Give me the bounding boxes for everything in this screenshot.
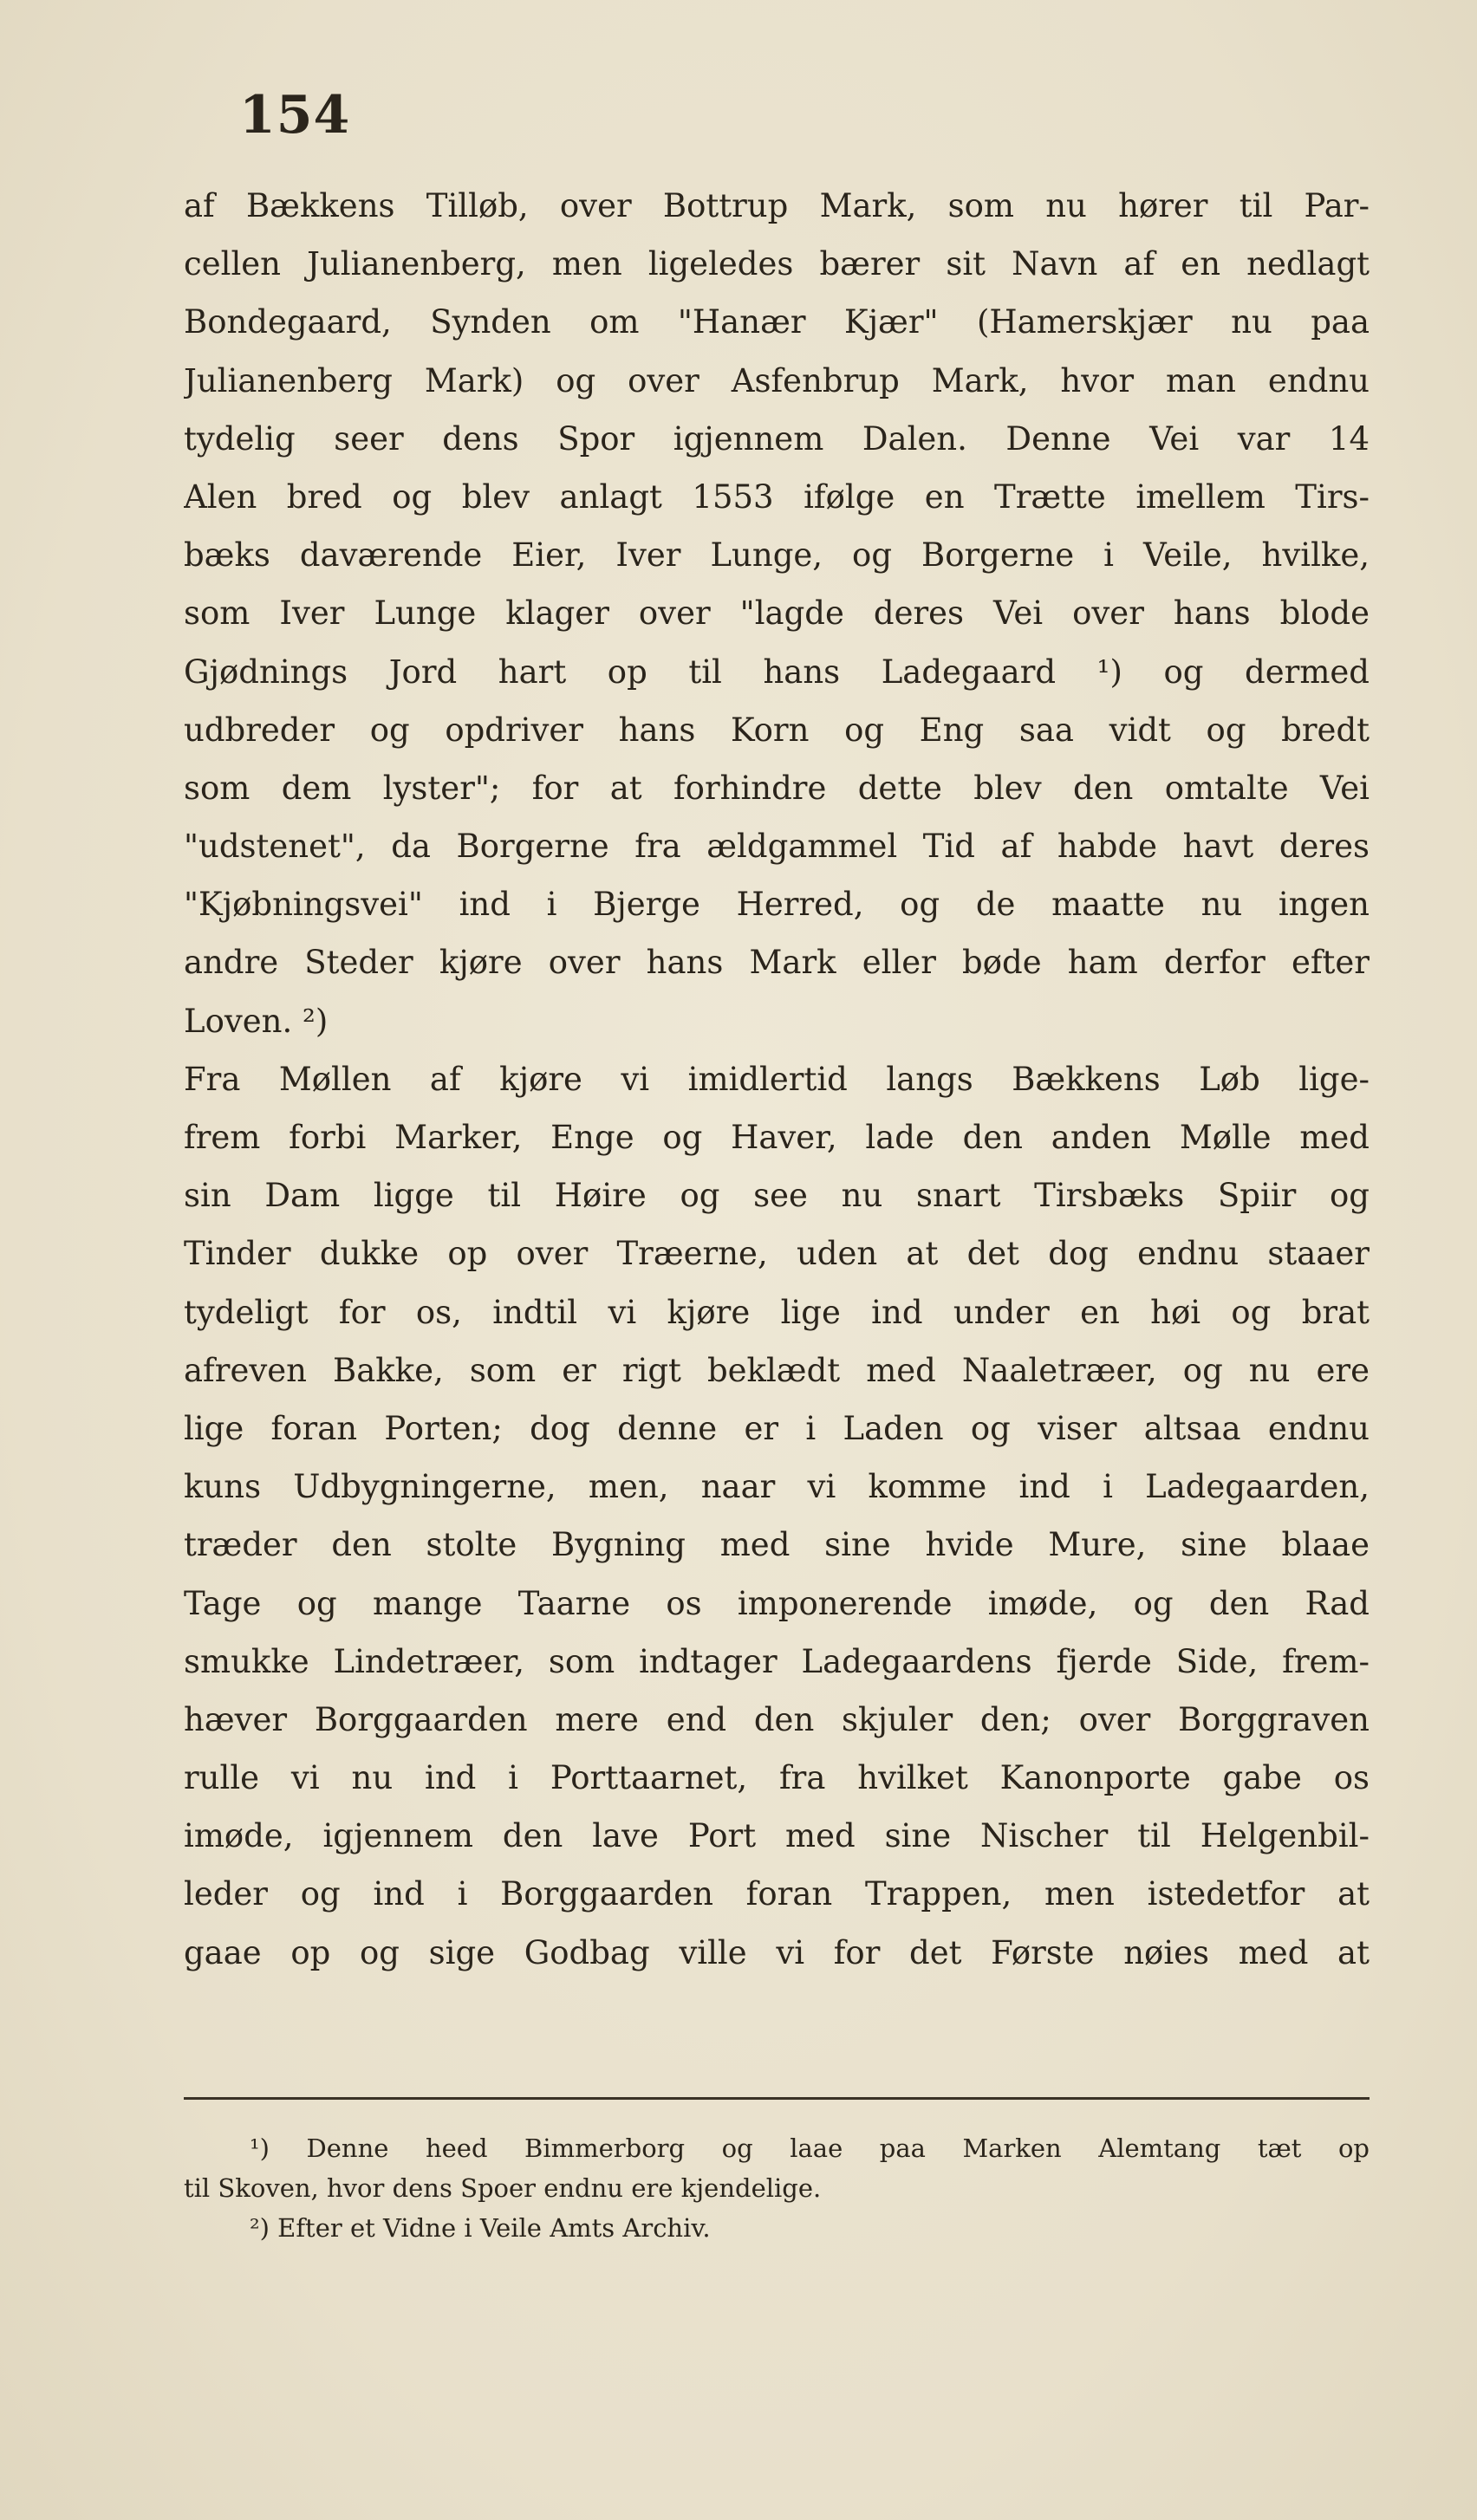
footnote-line: ¹) Denne heed Bimmerborg og laae paa Marken Alemtang tæt op — [250, 2134, 1370, 2163]
text-line: "Kjøbningsvei" ind i Bjerge Herred, og de maatte nu ingen — [184, 886, 1370, 924]
text-line: Loven. ²) — [184, 1002, 329, 1040]
text-line: cellen Julianenberg, men ligeledes bærer sit Navn af en nedlagt — [184, 245, 1370, 283]
footnotes — [184, 2128, 1370, 2248]
text-line: tydelig seer dens Spor igjennem Dalen. Denne Vei var 14 — [184, 419, 1370, 458]
text-line: Julianenberg Mark) og over Asfenbrup Mark, hvor man endnu — [184, 361, 1370, 399]
footnote-line: ²) Efter et Vidne i Veile Amts Archiv. — [250, 2213, 711, 2243]
text-line: hæver Borggaarden mere end den skjuler den; over Borggraven — [184, 1700, 1370, 1738]
text-line: som Iver Lunge klager over "lagde deres Vei over hans blode — [184, 594, 1370, 633]
text-line: leder og ind i Borggaarden foran Trappen, men istedetfor at — [184, 1875, 1370, 1913]
text-line: smukke Lindetræer, som indtager Ladegaardens fjerde Side, frem- — [184, 1642, 1370, 1680]
footnote-line: til Skoven, hvor dens Spoer endnu ere kjendelige. — [184, 2173, 822, 2203]
text-line: "udstenet", da Borgerne fra ældgammel Tid af habde havt deres — [184, 828, 1370, 866]
body-text — [184, 177, 1370, 1982]
text-line: Gjødnings Jord hart op til hans Ladegaard ¹) og dermed — [184, 653, 1370, 691]
text-line: kuns Udbygningerne, men, naar vi komme ind i Ladegaarden, — [184, 1468, 1370, 1506]
text-line: rulle vi nu ind i Porttaarnet, fra hvilket Kanonporte gabe os — [184, 1759, 1370, 1797]
text-line: sin Dam ligge til Høire og see nu snart Tirsbæks Spiir og — [184, 1177, 1370, 1215]
text-line: afreven Bakke, som er rigt beklædt med Naaletræer, og nu ere — [184, 1351, 1370, 1389]
page-number: 154 — [239, 85, 351, 146]
text-line: Alen bred og blev anlagt 1553 ifølge en Trætte imellem Tirs- — [184, 477, 1370, 516]
text-line: Fra Møllen af kjøre vi imidlertid langs Bækkens Løb lige- — [184, 1060, 1370, 1098]
text-line: bæks daværende Eier, Iver Lunge, og Borgerne i Veile, hvilke, — [184, 536, 1370, 575]
text-line: træder den stolte Bygning med sine hvide Mure, sine blaae — [184, 1526, 1370, 1564]
text-line: frem forbi Marker, Enge og Haver, lade den anden Mølle med — [184, 1119, 1370, 1156]
text-line: Bondegaard, Synden om "Hanær Kjær" (Hamerskjær nu paa — [184, 303, 1370, 341]
text-line: Tinder dukke op over Træerne, uden at det dog endnu staaer — [184, 1235, 1370, 1273]
text-line: gaae op og sige Godbag ville vi for det Første nøies med at — [184, 1933, 1370, 1971]
text-line: lige foran Porten; dog denne er i Laden og viser altsaa endnu — [184, 1409, 1370, 1447]
text-line: udbreder og opdriver hans Korn og Eng saa vidt og bredt — [184, 711, 1370, 749]
text-line: Tage og mange Taarne os imponerende imøde, og den Rad — [184, 1584, 1370, 1622]
text-line: af Bækkens Tilløb, over Bottrup Mark, som nu hører til Par- — [184, 187, 1370, 224]
footnote-divider — [184, 2097, 1370, 2100]
text-line: som dem lyster"; for at forhindre dette blev den omtalte Vei — [184, 769, 1370, 807]
text-line: andre Steder kjøre over hans Mark eller bøde ham derfor efter — [184, 944, 1370, 982]
text-line: imøde, igjennem den lave Port med sine Nischer til Helgenbil- — [184, 1817, 1370, 1855]
text-line: tydeligt for os, indtil vi kjøre lige ind under en høi og brat — [184, 1293, 1370, 1331]
